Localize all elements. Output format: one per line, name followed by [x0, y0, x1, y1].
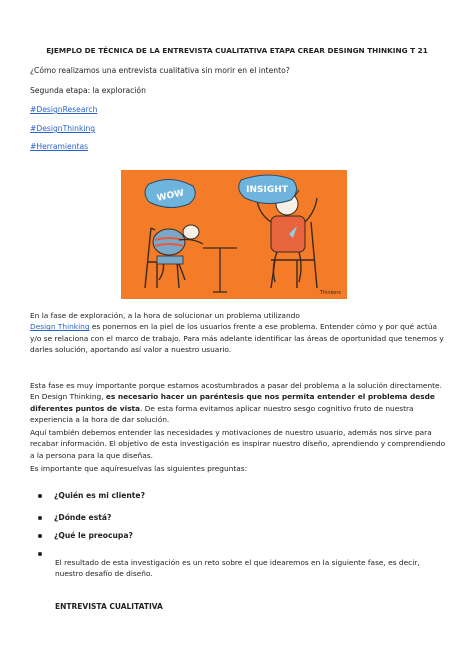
bullet-icon [38, 552, 42, 556]
list-item [38, 513, 111, 522]
image-credit: Thinkers [319, 290, 341, 296]
bullet-text: ¿Quién es mi cliente? [54, 491, 145, 500]
design-thinking-link[interactable]: Design Thinking [30, 322, 90, 332]
bullet-text: ¿Dónde está? [54, 513, 112, 522]
paragraph-exploration-line1: En la fase de exploración, a la hora de solucionar un problema utilizando [30, 311, 300, 320]
paragraph-exploration [30, 310, 450, 356]
paragraph-questions-intro: Es importante que aquíresuelvas las siguientes preguntas: [30, 464, 248, 473]
bullet-icon [38, 534, 42, 538]
bullet-icon [38, 516, 42, 520]
list-item [38, 549, 54, 558]
document-title: EJEMPLO DE TÉCNICA DE LA ENTREVISTA CUALITATIVA ETAPA CREAR DESINGN THINKING T 21 [46, 46, 428, 55]
tag-link-designresearch[interactable]: #DesignResearch [30, 105, 98, 114]
section-heading: ENTREVISTA CUALITATIVA [55, 602, 163, 611]
paragraph-importance-bold: es necesario hacer un paréntesis que nos permita entender el problema desde diferentes puntos de vista [30, 392, 435, 413]
wow-text: WOW [156, 188, 186, 204]
wow-bubble [145, 179, 195, 207]
tag-link-designthinking[interactable]: #DesignThinking [30, 124, 96, 133]
insight-text: INSIGHT [246, 185, 288, 195]
paragraph-importance [30, 380, 450, 426]
paragraph-user-needs: Aquí también debemos entender las necesidades y motivaciones de nuestro usuario, además nos sirve para recabar información. El objetivo de esta investigación es inspirar nuestro diseño, aprendiendo y comprendiendo a la persona para la que diseñas. [30, 428, 446, 460]
exploration-illustration [121, 170, 347, 299]
tag-link-herramientas[interactable]: #Herramientas [30, 142, 89, 151]
paragraph-importance-a: Esta fase es muy importante porque estamos acostumbrados a pasar del problema a la solución directamente. En Design Thinking, [30, 381, 442, 402]
list-item [38, 531, 133, 540]
intro-question: ¿Cómo realizamos una entrevista cualitativa sin morir en el intento? [30, 66, 290, 75]
paragraph-exploration-rest: es ponernos en la piel de los usuarios frente a ese problema. Entender cómo y por qué actúa y/o se relaciona con el marco de trabajo. Para más adelante identificar las áreas de oportunidad que tenemos y darles solución, aportando así valor a nuestro usuario. [30, 322, 444, 355]
paragraph-importance-b: . De esta forma evitamos aplicar nuestro sesgo cognitivo fruto de nuestra experiencia a la hora de dar solución. [30, 403, 414, 425]
result-paragraph: El resultado de esta investigación es un reto sobre el que idearemos en la siguiente fase, es decir, nuestro desafío de diseño. [55, 558, 420, 579]
bullet-text: ¿Qué le preocupa? [54, 531, 133, 540]
stage-heading: Segunda etapa: la exploración [30, 86, 146, 95]
list-item [38, 491, 145, 500]
bullet-icon [38, 494, 42, 498]
insight-bubble [239, 175, 297, 204]
